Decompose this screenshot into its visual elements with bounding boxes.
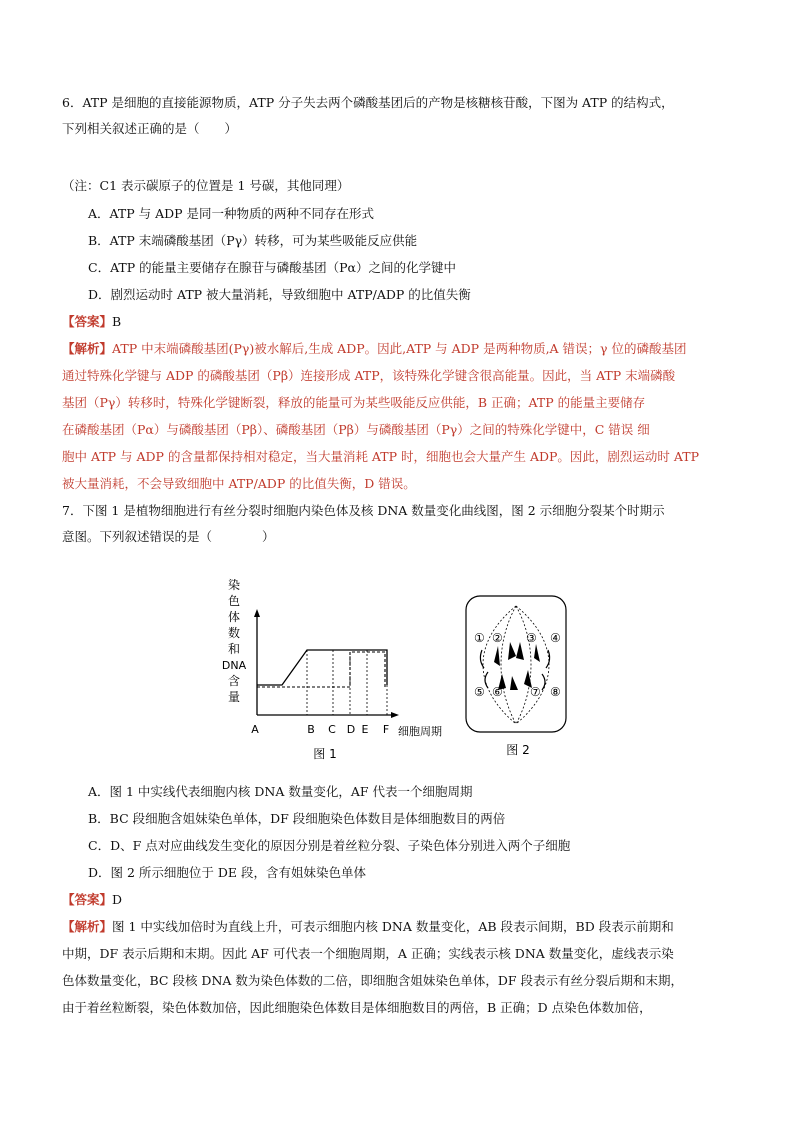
q6-analysis-line6	[62, 474, 416, 494]
dna-curve-solid	[257, 650, 387, 685]
q6-answer	[62, 312, 121, 332]
analysis-text: 胞中 ATP 与 ADP 的含量都保持相对稳定，当大量消耗 ATP 时，细胞也会大量产生 ADP。因此，剧烈运动时 ATP	[62, 449, 699, 464]
chromosome-number: ⑦	[530, 685, 541, 699]
q6-analysis-line2	[62, 366, 675, 386]
figure2-cell-diagram	[462, 592, 574, 764]
y-label-char: 和	[227, 642, 241, 656]
y-label-char: 量	[227, 690, 241, 704]
q7-option-b: B．BC 段细胞含姐妹染色单体，DF 段细胞染色体数目是体细胞数目的两倍	[88, 811, 506, 826]
figure1-y-label	[222, 577, 247, 704]
answer-value: B	[112, 314, 122, 329]
chromosome-number: ③	[526, 631, 537, 645]
y-label-char: 色	[227, 594, 241, 608]
q6-option-d: D．剧烈运动时 ATP 被大量消耗，导致细胞中 ATP/ADP 的比值失衡	[88, 287, 471, 302]
analysis-tag: 【解析】	[62, 341, 113, 356]
analysis-text: 被大量消耗，不会导致细胞中 ATP/ADP 的比值失衡，D 错误。	[62, 476, 416, 491]
analysis-text: 在磷酸基团（Pα）与磷酸基团（Pβ）、磷酸基团（Pβ）与磷酸基团（Pγ）之间的特殊化学键中，C 错误 细	[62, 422, 650, 437]
chromosome-curve-dashed	[257, 652, 385, 687]
chromosome-number: ⑧	[550, 685, 561, 699]
y-label-char: 染	[227, 578, 241, 592]
analysis-text: 图 1 中实线加倍时为直线上升，可表示细胞内核 DNA 数量变化，AB 段表示间期，BD 段表示前期和	[112, 919, 674, 934]
chromosome-number: ⑤	[474, 685, 485, 699]
figure2-caption: 图 2	[506, 743, 530, 757]
q6-option-a: A．ATP 与 ADP 是同一种物质的两种不同存在形式	[88, 206, 374, 221]
q7-option-a: A．图 1 中实线代表细胞内核 DNA 数量变化，AF 代表一个细胞周期	[88, 784, 473, 799]
q7-answer	[62, 890, 122, 910]
chromosome-number: ①	[474, 631, 485, 645]
q7-analysis-line3: 色体数量变化，BC 段核 DNA 数为染色体数的二倍，即细胞含姐妹染色单体，DF 段表示有丝分裂后期和末期，	[62, 973, 684, 988]
x-tick-f: F	[382, 723, 390, 736]
y-label-char: 数	[227, 626, 241, 640]
q6-analysis-line3	[62, 393, 645, 413]
x-tick-d: D	[346, 723, 356, 736]
x-axis-arrow	[391, 712, 399, 718]
answer-tag: 【答案】	[62, 892, 113, 907]
x-tick-a: A	[251, 723, 259, 736]
figure1-chart	[215, 575, 442, 770]
x-axis-label: 细胞周期	[398, 725, 442, 738]
q6-note: （注：C1 表示碳原子的位置是 1 号碳，其他同理）	[62, 178, 350, 193]
y-label-char: 体	[227, 610, 241, 624]
q6-option-b: B．ATP 末端磷酸基团（Pγ）转移，可为某些吸能反应供能	[88, 233, 418, 248]
analysis-text: 通过特殊化学键与 ADP 的磷酸基团（Pβ）连接形成 ATP，该特殊化学键含很高能量。因此，当 ATP 末端磷酸	[62, 368, 676, 383]
q6-analysis-line4	[62, 420, 650, 440]
figure1-caption: 图 1	[313, 747, 337, 761]
chromosome-number: ⑥	[492, 685, 503, 699]
q6-stem-line2: 下列相关叙述正确的是（ ）	[62, 121, 238, 136]
cell-wall	[466, 596, 566, 732]
q6-analysis-line1	[62, 339, 687, 359]
q7-analysis-line1	[62, 917, 674, 937]
y-axis-arrow	[254, 609, 260, 617]
x-tick-e: E	[361, 723, 369, 736]
y-label-char: 含	[227, 674, 241, 688]
answer-tag: 【答案】	[62, 314, 113, 329]
analysis-text: ATP 中末端磷酸基团(Pγ)被水解后,生成 ADP。因此,ATP 与 ADP 是两种物质,A 错误；γ 位的磷酸基团	[112, 341, 687, 356]
q6-option-c: C．ATP 的能量主要储存在腺苷与磷酸基团（Pα）之间的化学键中	[88, 260, 456, 275]
analysis-text: 基团（Pγ）转移时，特殊化学键断裂，释放的能量可为某些吸能反应供能，B 正确；ATP 的能量主要储存	[62, 395, 646, 410]
q7-option-c: C．D、F 点对应曲线发生变化的原因分别是着丝粒分裂、子染色体分别进入两个子细胞	[88, 838, 571, 853]
answer-value: D	[112, 892, 123, 907]
analysis-tag: 【解析】	[62, 919, 113, 934]
chromosome-number: ④	[550, 631, 561, 645]
x-tick-b: B	[307, 723, 315, 736]
q7-analysis-line4: 由于着丝粒断裂，染色体数加倍，因此细胞染色体数目是体细胞数目的两倍，B 正确；D 点染色体数加倍，	[62, 1000, 652, 1015]
q7-option-d: D．图 2 所示细胞位于 DE 段，含有姐妹染色单体	[88, 865, 367, 880]
q7-stem-line1: 7．下图 1 是植物细胞进行有丝分裂时细胞内染色体及核 DNA 数量变化曲线图，图 2 示细胞分裂某个时期示	[62, 503, 665, 518]
x-tick-c: C	[328, 723, 336, 736]
y-label-char: DNA	[221, 659, 247, 672]
q6-analysis-line5	[62, 447, 699, 467]
q7-analysis-line2: 中期，DF 表示后期和末期。因此 AF 可代表一个细胞周期，A 正确；实线表示核 DNA 数量变化，虚线表示染	[62, 946, 674, 961]
chromosome-number: ②	[492, 631, 503, 645]
q6-stem-line1: 6．ATP 是细胞的直接能源物质，ATP 分子失去两个磷酸基团后的产物是核糖核苷酸，下图为 ATP 的结构式，	[62, 95, 674, 110]
q7-stem-line2: 意图。下列叙述错误的是（ ）	[62, 529, 275, 544]
